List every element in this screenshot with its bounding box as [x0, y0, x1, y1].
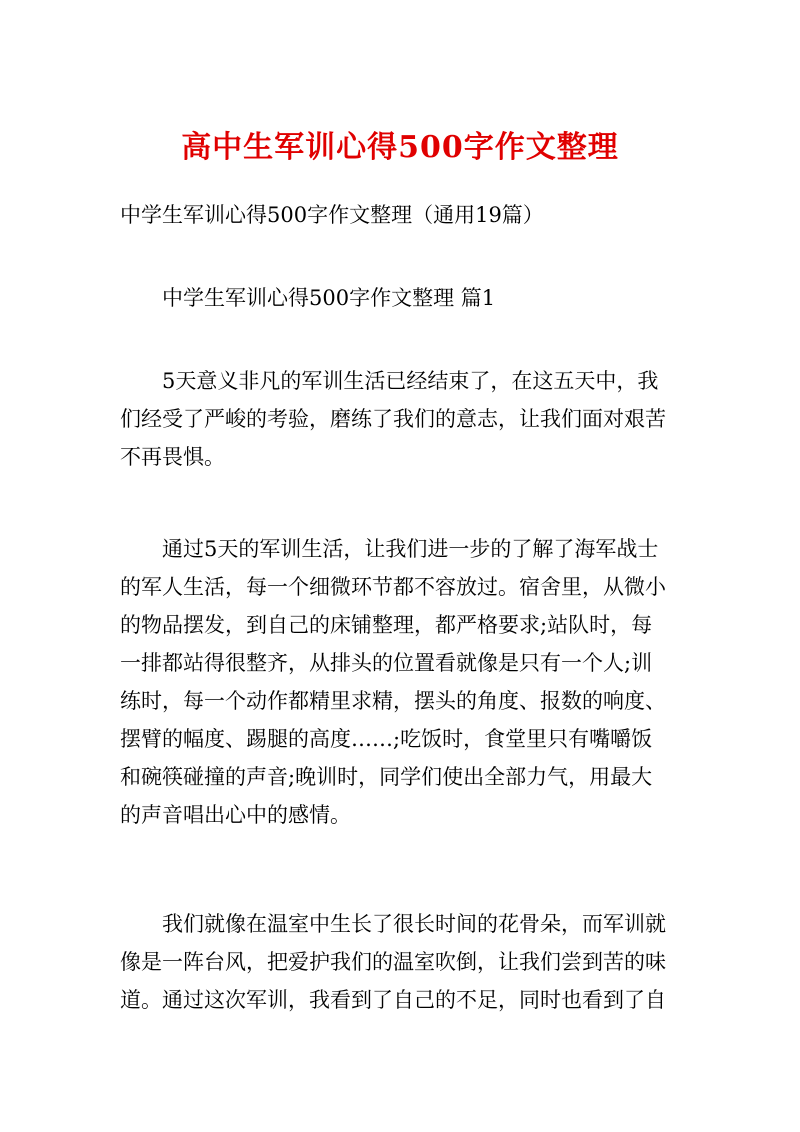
section-heading: 中学生军训心得500字作文整理 篇1 [162, 286, 496, 310]
paragraph-line: 5天意义非凡的军训生活已经结束了，在这五天中，我 [162, 369, 659, 393]
paragraph-line: 的声音唱出心中的感情。 [120, 803, 351, 827]
paragraph-line: 和碗筷碰撞的声音;晚训时，同学们使出全部力气，用最大 [120, 765, 653, 789]
paragraph-line: 们经受了严峻的考验，磨练了我们的意志，让我们面对艰苦 [120, 407, 666, 431]
paragraph-line: 的军人生活，每一个细微环节都不容放过。宿舍里，从微小 [120, 575, 666, 599]
paragraph-1 [120, 362, 682, 476]
paragraph-2 [120, 530, 682, 834]
paragraph-line: 我们就像在温室中生长了很长时间的花骨朵，而军训就 [162, 912, 666, 936]
paragraph-line: 通过5天的军训生活，让我们进一步的了解了海军战士 [162, 537, 659, 561]
document-subtitle: 中学生军训心得500字作文整理（通用19篇） [120, 203, 544, 227]
paragraph-line: 一排都站得很整齐，从排头的位置看就像是只有一个人;训 [120, 651, 653, 675]
paragraph-3 [120, 905, 682, 1019]
paragraph-line: 像是一阵台风，把爱护我们的温室吹倒，让我们尝到苦的味 [120, 950, 666, 974]
paragraph-line: 练时，每一个动作都精里求精，摆头的角度、报数的响度、 [120, 689, 666, 713]
paragraph-line: 摆臂的幅度、踢腿的高度……;吃饭时，食堂里只有嘴嚼饭 [120, 727, 653, 751]
paragraph-line: 不再畏惧。 [120, 445, 225, 469]
paragraph-line: 的物品摆发，到自己的床铺整理，都严格要求;站队时，每 [120, 613, 653, 637]
paragraph-line: 道。通过这次军训，我看到了自己的不足，同时也看到了自 [120, 988, 666, 1012]
document-title: 高中生军训心得500字作文整理 [181, 130, 619, 165]
